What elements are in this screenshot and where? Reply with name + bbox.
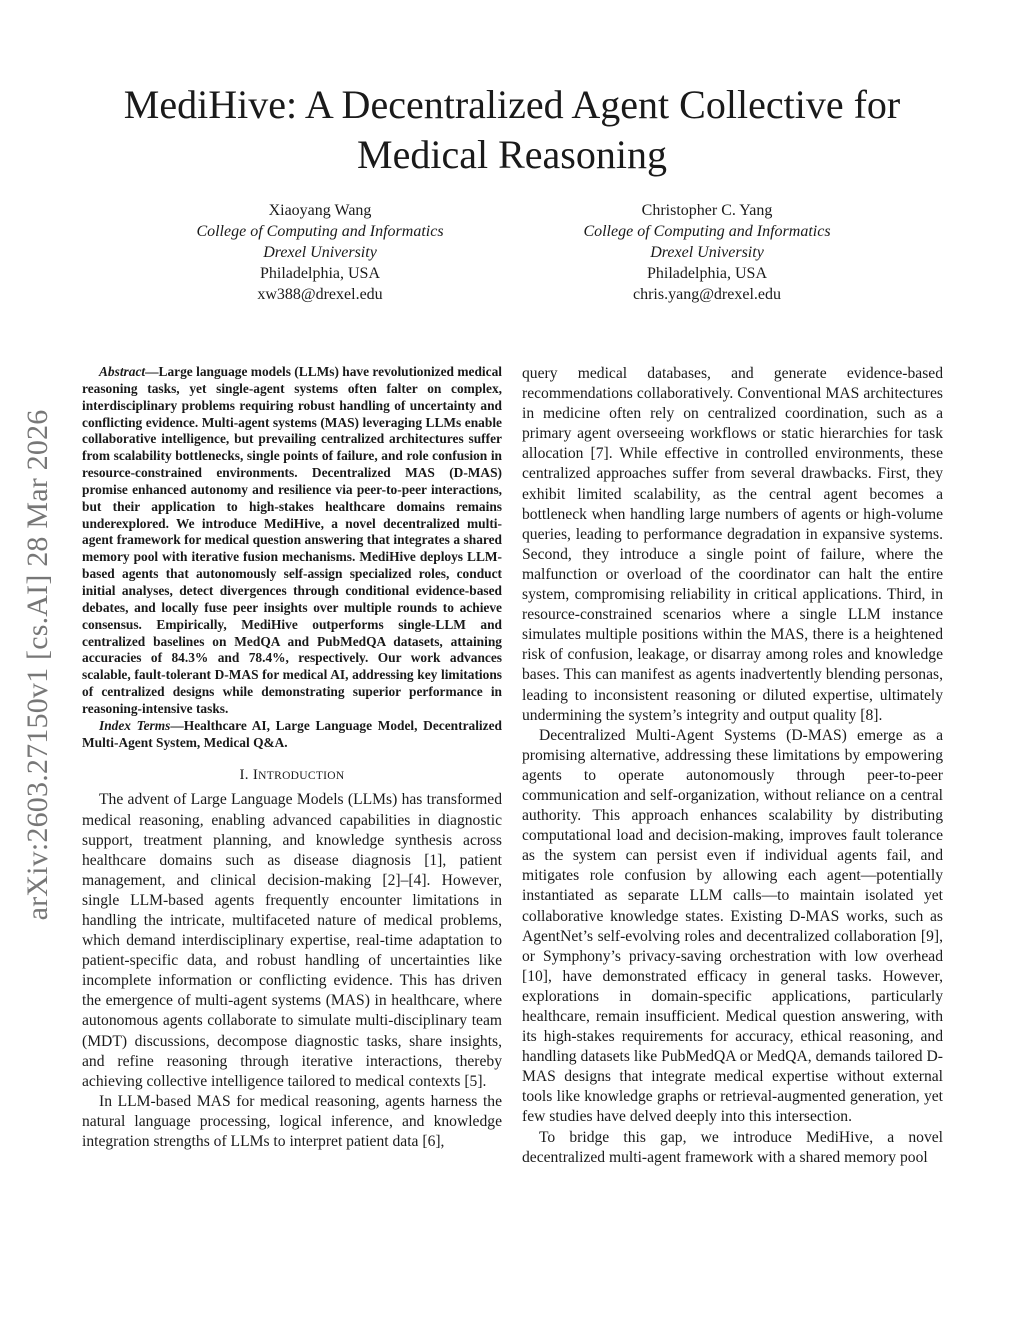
intro-paragraph-1: The advent of Large Language Models (LLMs) has transformed medical reasoning, enabling advanced capabilities in diagnostic support, treatment planning, and knowledge synthesis across healthcare domains such as disease diagnosis [1], patient management, and clinical decision-making [2]–[4]. However, single LLM-based agents frequently encounter limitations in handling the intricate, multifaceted nature of medical problems, which demand interdisciplinary expertise, real-time adaptation to patient-specific data, and robust handling of uncertainties like incomplete information or conflicting evidence. This has driven the emergence of multi-agent systems (MAS) in healthcare, where autonomous agents collaborate to simulate multi-disciplinary team (MDT) discussions, decompose diagnostic tasks, share insights, and refine reasoning through iterative interactions, thereby achieving collective intelligence tailored to medical contexts [5]. — [82, 791, 502, 1090]
arxiv-id: arXiv:2603.27150v1 [cs.AI] 28 Mar 2026 — [21, 409, 54, 920]
section-first-letter: I — [252, 767, 259, 784]
index-terms-label: Index Terms — [99, 717, 171, 733]
author-1 — [130, 200, 510, 305]
left-column — [82, 364, 502, 1152]
author-location: Philadelphia, USA — [647, 265, 767, 282]
section-heading-introduction — [82, 765, 502, 786]
section-rest: NTRODUCTION — [258, 770, 345, 783]
author-2 — [517, 200, 897, 305]
author-department: College of Computing and Informatics — [196, 223, 444, 240]
author-email[interactable]: xw388@drexel.edu — [257, 286, 383, 303]
intro-paragraph-2-continued: query medical databases, and generate evidence-based recommendations collaboratively. Conventional MAS architectures in medicine often rely on centralized coordination, such as a primary agent overseeing workflows or static hierarchies for task allocation [7]. While effective in controlled environments, these centralized approaches suffer from several drawbacks. First, they exhibit limited scalability, as the central agent becomes a bottleneck when handling large numbers of agents or high-volume queries, leading to performance degradation in expansive systems. Second, they introduce a single point of failure, where the malfunction or overload of the coordinator can halt the entire system, compromising reliability in critical applications. Third, in resource-constrained scenarios where a single LLM instance simulates multiple positions within the MAS, there is a heightened risk of confusion, leakage, or disarray among roles and knowledge bases. This can manifest as agents inadvertently blending personas, leading to inconsistent reasoning or diluted expertise, ultimately undermining the system’s integrity and output quality [8]. — [522, 365, 943, 724]
title-line-1: MediHive: A Decentralized Agent Collective for — [123, 82, 901, 127]
author-department: College of Computing and Informatics — [583, 223, 831, 240]
intro-paragraph-2-start: In LLM-based MAS for medical reasoning, agents harness the natural language processing, logical inference, and knowledge integration strengths of LLMs to interpret patient data [6], — [82, 1092, 502, 1150]
intro-paragraph-3: Decentralized Multi-Agent Systems (D-MAS) emerge as a promising alternative, addressing these limitations by empowering agents to operate autonomously through peer-to-peer communication and self-organization, without reliance on a central authority. This approach enhances scalability by distributing computational load and decision-making, improves fault tolerance as the system can persist even if individual agents fail, and mitigates role confusion by allowing each agent—potentially instantiated as separate LLM calls—to maintain isolated yet collaborative knowledge states. Existing D-MAS works, such as AgentNet’s self-evolving roles and decentralized collaboration [9], or Symphony’s privacy-saving orchestration with low overhead [10], have demonstrated efficacy in general tasks. However, explorations in domain-specific applications, particularly healthcare, remain insufficient. Medical question answering, with its high-stakes requirements for accuracy, ethical reasoning, and handling datasets like PubMedQA or MedQA, demands tailored D-MAS designs that integrate medical expertise without external tools like knowledge graphs or retrieval-augmented generation, yet few studies have delved deeply into this intersection. — [522, 726, 943, 1126]
abstract-label: Abstract — [99, 364, 146, 379]
author-email[interactable]: chris.yang@drexel.edu — [632, 286, 781, 303]
author-location: Philadelphia, USA — [260, 265, 380, 282]
arxiv-stamp — [12, 367, 64, 962]
title-line-2: Medical Reasoning — [357, 132, 667, 177]
intro-paragraph-4: To bridge this gap, we introduce MediHive, a novel decentralized multi-agent framework with a shared memory pool — [522, 1128, 943, 1166]
paper-title — [80, 80, 944, 180]
author-name: Christopher C. Yang — [641, 202, 773, 219]
author-university: Drexel University — [263, 244, 377, 261]
abstract — [82, 364, 502, 718]
abstract-text: —Large language models (LLMs) have revolutionized medical reasoning tasks, yet single-agent systems often falter on complex, interdisciplinary problems requiring robust handling of uncertainty and conflicting evidence. Multi-agent systems (MAS) leveraging LLMs enable collaborative intelligence, but prevailing centralized architectures suffer from scalability bottlenecks, single points of failure, and role confusion in resource-constrained environments. Decentralized MAS (D-MAS) promise enhanced autonomy and resilience via peer-to-peer interactions, but their application to high-stakes healthcare domains remains underexplored. We introduce MediHive, a novel decentralized multi-agent framework for medical question answering that integrates a shared memory pool with iterative fusion mechanisms. MediHive deploys LLM-based agents that autonomously self-assign specialized roles, conduct initial analyses, detect divergences through conditional evidence-based debates, and locally fuse peer insights over multiple rounds to achieve consensus. Empirically, MediHive outperforms single-LLM and centralized baselines on MedQA and PubMedQA datasets, attaining accuracies of 84.3% and 78.4%, respectively. Our work advances scalable, fault-tolerant D-MAS for medical AI, addressing key limitations of centralized designs while demonstrating superior performance in reasoning-intensive tasks. — [82, 364, 502, 716]
index-terms — [82, 718, 502, 752]
index-terms-text: —Healthcare AI, Large Language Model, Decentralized Multi-Agent System, Medical Q&A. — [82, 717, 502, 750]
section-number: I. — [239, 767, 253, 784]
author-name: Xiaoyang Wang — [268, 202, 372, 219]
author-university: Drexel University — [650, 244, 764, 261]
right-column — [522, 364, 943, 1168]
author-block — [80, 200, 944, 310]
